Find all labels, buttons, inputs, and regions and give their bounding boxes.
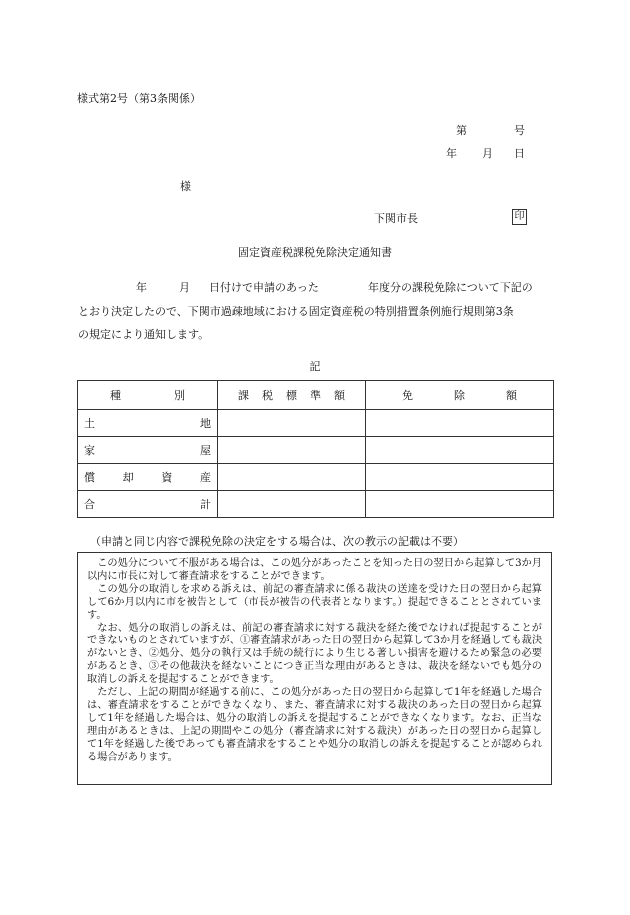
header-exempt-amount: 免 除 額 bbox=[366, 381, 554, 410]
date-month: 月 bbox=[482, 147, 493, 160]
notice-paragraph-1: この処分について不服がある場合は、この処分があったことを知った日の翌日から起算して3か月以内に市長に対して審査請求をすることができます。 bbox=[87, 558, 542, 582]
document-title: 固定資産税課税免除決定通知書 bbox=[238, 246, 392, 259]
body-month: 月 bbox=[179, 281, 190, 294]
header-tax-standard: 課 税 標 準 額 bbox=[218, 381, 366, 410]
row-label: 償 却 資 産 bbox=[78, 464, 218, 491]
cell-exempt-amount bbox=[366, 437, 554, 464]
header-category: 種 別 bbox=[78, 381, 218, 410]
notice-paragraph-3: なお、処分の取消しの訴えは、前記の審査請求に対する裁決を経た後でなければ提起することができないものとされていますが、①審査請求があった日の翌日から起算して3か月を経過しても裁決がないとき、②処分、処分の執行又は手続の続行により生じる著しい損害を避けるため緊急の必要があるとき、③その他裁決を経ないことにつき正当な理由があるときは、裁決を経ないでも処分の取消しの訴えを提起することができます。 bbox=[87, 622, 542, 686]
cell-exempt-amount bbox=[366, 410, 554, 437]
notice-paragraph-2: この処分の取消しを求める訴えは、前記の審査請求に係る裁決の送達を受けた日の翌日から起算して6か月以内に市を被告として（市長が被告の代表者となります。）提起できることとされています。 bbox=[87, 583, 542, 621]
issuer-name: 下関市長 bbox=[374, 212, 418, 225]
table-header-row bbox=[78, 381, 554, 410]
number-suffix: 号 bbox=[514, 124, 525, 137]
date-year: 年 bbox=[446, 147, 457, 160]
date-day: 日 bbox=[514, 147, 525, 160]
body-fiscal-year: 年度分の課税免除について下記の bbox=[368, 281, 533, 294]
table-row-total bbox=[78, 491, 554, 518]
body-line-3: の規定により通知します。 bbox=[78, 328, 210, 341]
instruction-note: （申請と同じ内容で課税免除の決定をする場合は、次の教示の記載は不要） bbox=[90, 535, 464, 548]
cell-tax-standard bbox=[218, 464, 366, 491]
table-row-depreciable-assets bbox=[78, 464, 554, 491]
ki-heading: 記 bbox=[309, 360, 321, 373]
row-label: 家 屋 bbox=[78, 437, 218, 464]
cell-tax-standard bbox=[218, 410, 366, 437]
body-year: 年 bbox=[136, 281, 147, 294]
notice-paragraph-4: ただし、上記の期間が経過する前に、この処分があった日の翌日から起算して1年を経過した場合は、審査請求をすることができなくなり、また、審査請求に対する裁決のあった日の翌日から起算して1年を経過した場合は、処分の取消しの訴えを提起することができなくなります。なお、正当な理由があるときは、上記の期間やこの処分（審査請求に対する裁決）があった日の翌日から起算して1年を経過した後であっても審査請求をすることや処分の取消しの訴えを提起することが認められる場合があります。 bbox=[87, 687, 542, 763]
cell-tax-standard bbox=[218, 437, 366, 464]
addressee-suffix: 様 bbox=[180, 180, 191, 193]
form-number: 様式第2号（第3条関係） bbox=[77, 92, 201, 105]
table-row-land bbox=[78, 410, 554, 437]
body-line-2: とおり決定したので、下関市過疎地域における固定資産税の特別措置条例施行規則第3条 bbox=[78, 305, 514, 318]
cell-exempt-amount bbox=[366, 464, 554, 491]
cell-exempt-amount bbox=[366, 491, 554, 518]
body-date-applied: 日付けで申請のあった bbox=[209, 281, 319, 294]
seal-mark: 印 bbox=[512, 209, 527, 225]
table-row-house bbox=[78, 437, 554, 464]
cell-tax-standard bbox=[218, 491, 366, 518]
tax-exemption-table bbox=[77, 380, 554, 518]
number-prefix: 第 bbox=[456, 124, 467, 137]
row-label: 合 計 bbox=[78, 491, 218, 518]
row-label: 土 地 bbox=[78, 410, 218, 437]
appeal-notice-box bbox=[77, 552, 552, 785]
